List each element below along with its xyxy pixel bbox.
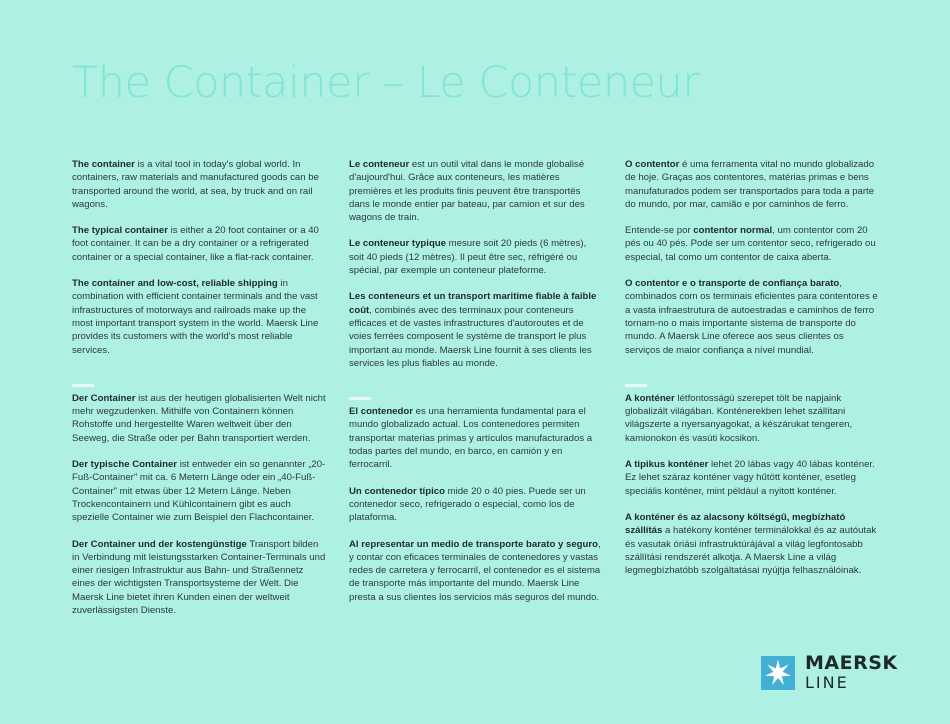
text-section bbox=[72, 392, 326, 617]
paragraph bbox=[349, 158, 603, 224]
paragraph bbox=[72, 458, 326, 524]
paragraph-lead: Der Container bbox=[72, 392, 136, 404]
logo-line-1: MAERSK bbox=[805, 652, 898, 674]
paragraph-lead: Der typische Container bbox=[72, 459, 178, 471]
paragraph-lead: The container bbox=[72, 159, 135, 170]
paragraph bbox=[349, 237, 603, 277]
text-section bbox=[625, 392, 879, 578]
paragraph bbox=[349, 485, 603, 525]
paragraph-lead: Le conteneur typique bbox=[349, 238, 447, 250]
paragraph bbox=[625, 277, 879, 357]
paragraph bbox=[349, 405, 603, 471]
paragraph-text: ist entweder ein so genannter „20-Fuß-Container" mit ca. 6 Metern Länge oder ein „40-Fuß-Container" mit etwas über 12 Metern Länge. Neben Trockencontainern und Kühlcontainern gibt es auch spezielle Container wie zum Beispiel den Flachcontainer. bbox=[72, 459, 326, 524]
paragraph-text: is a vital tool in today's global world. In containers, raw materials and manufactured goods can be transported around the world, at sea, by truck and on rail wagons. bbox=[72, 159, 319, 210]
paragraph-text: lehet 20 lábas vagy 40 lábas konténer. Ez lehet száraz konténer vagy hűtött konténer, esetleg speciális konténer, mint például a nyitott konténer. bbox=[625, 459, 875, 497]
paragraph bbox=[625, 458, 879, 498]
paragraph-lead: Un contenedor típico bbox=[349, 485, 445, 497]
paragraph-lead: The container and low-cost, reliable shipping bbox=[72, 278, 278, 290]
paragraph-lead: A konténer bbox=[625, 392, 675, 404]
paragraph bbox=[72, 158, 326, 211]
column-french-spanish bbox=[349, 158, 603, 618]
paragraph-text: in combination with efficient container terminals and the vast infrastructures of motorways and railroads make up the most important transport system in the world. Maersk Line provides its customers with the world's most reliable services. bbox=[72, 278, 319, 356]
maersk-line-logo bbox=[761, 654, 898, 692]
section-divider bbox=[349, 397, 371, 400]
text-section bbox=[625, 158, 879, 357]
section-divider bbox=[72, 384, 94, 387]
column-english-german bbox=[72, 158, 326, 631]
seven-pointed-star-icon bbox=[761, 656, 795, 690]
text-section bbox=[349, 158, 603, 370]
paragraph-lead: O contentor e o transporte de confiança barato bbox=[625, 278, 840, 290]
text-section bbox=[72, 158, 326, 357]
paragraph-lead: The typical container bbox=[72, 225, 168, 237]
paragraph-lead: O contentor bbox=[625, 159, 680, 170]
paragraph-lead: Al representar un medio de transporte barato y seguro bbox=[349, 538, 598, 550]
paragraph-text: Entende-se por bbox=[625, 225, 694, 237]
paragraph-text: , combinés avec des terminaux pour conteneurs efficaces et de vastes infrastructures d'autoroutes et de voies ferrées composent le système de transport le plus important au monde. Maersk Line fournit à ses clients les services les plus fiables au monde. bbox=[349, 304, 592, 369]
paragraph-text: mesure soit 20 pieds (6 mètres), soit 40 pieds (12 mètres). Il peut être sec, réfrigéré ou spécial, par exemple un conteneur plateforme. bbox=[349, 238, 587, 277]
paragraph bbox=[625, 511, 879, 577]
paragraph bbox=[625, 224, 879, 264]
column-portuguese-hungarian bbox=[625, 158, 879, 591]
paragraph-text: est un outil vital dans le monde globalisé d'aujourd'hui. Grâce aux conteneurs, les matières premières et les produits finis peuvent être transportés dans le monde entier par bateau, par camion et sur des wagons de train. bbox=[349, 159, 585, 224]
paragraph-text: Transport bilden in Verbindung mit leistungsstarken Container-Terminals und einer riesigen Infrastruktur aus Bahn- und Straßennetz eines der wichtigsten Transportsysteme der Welt. Die Maersk Line bietet ihren Kunden einen der weltweit zuverlässigsten Dienste. bbox=[72, 538, 326, 617]
paragraph-text: a hatékony konténer terminálokkal és az autóutak és vasutak óriási infrastruktúrájával a világ legfontosabb szállítási rendszerét alkotja. A Maersk Line a világ legmegbízhatóbb szolgáltatásai nyújtja felhasználóinak. bbox=[625, 525, 877, 577]
paragraph bbox=[72, 224, 326, 264]
text-section bbox=[349, 405, 603, 604]
paragraph-lead: El contenedor bbox=[349, 406, 413, 418]
paragraph bbox=[625, 392, 879, 445]
paragraph-lead: Le conteneur bbox=[349, 159, 410, 170]
section-divider bbox=[625, 384, 647, 387]
paragraph-text: is either a 20 foot container or a 40 foot container. It can be a dry container or a refrigerated container or a special container, like a flat-rack container. bbox=[72, 225, 319, 263]
paragraph-lead: contentor normal bbox=[693, 225, 773, 237]
paragraph bbox=[72, 277, 326, 357]
paragraph-lead: Les conteneurs et un transport maritime fiable à faible coût bbox=[349, 291, 597, 316]
paragraph-text: , um contentor com 20 pés ou 40 pés. Pode ser um contentor seco, refrigerado ou especial, tal como um contentor de caixa aberta. bbox=[625, 225, 876, 263]
paragraph-lead: A tipikus konténer bbox=[625, 459, 709, 471]
paragraph-text: mide 20 o 40 pies. Puede ser un contenedor seco, refrigerado o especial, como los de plataforma. bbox=[349, 485, 586, 524]
page-title: The Container – Le Conteneur bbox=[72, 58, 700, 108]
paragraph-text: é uma ferramenta vital no mundo globalizado de hoje. Graças aos contentores, matérias primas e bens manufaturados podem ser transportados para toda a parte do mundo, por mar, camião e por caminhos de ferro. bbox=[625, 159, 875, 210]
logo-line-2: LINE bbox=[805, 673, 849, 692]
paragraph-text: ist aus der heutigen globalisierten Welt nicht mehr wegzudenken. Mithilfe von Containern können Rohstoffe und hergestellte Waren weltweit über den Seeweg, die Straße oder per Bahn transportiert werden. bbox=[72, 392, 326, 444]
paragraph bbox=[625, 158, 879, 211]
paragraph-lead: A konténer és az alacsony költségű, megbízható szállítás bbox=[625, 511, 846, 537]
paragraph-text: , combinados com os terminais eficientes para contentores e a vasta infraestrutura de autoestradas e caminhos de ferro tornam-no o mais importante sistema de transporte do mundo. A Maersk Line oferece aos seus clientes os serviços de maior confiança a nível mundial. bbox=[625, 278, 878, 356]
paragraph-lead: Der Container und der kostengünstige bbox=[72, 538, 247, 550]
paragraph-text: es una herramienta fundamental para el mundo globalizado actual. Los contenedores permiten transportar materias primas y artículos manufacturados a todas partes del mundo, en barco, en camión y en ferrocarril. bbox=[349, 406, 593, 471]
paragraph bbox=[349, 290, 603, 370]
paragraph bbox=[72, 538, 326, 618]
paragraph bbox=[72, 392, 326, 445]
paragraph-text: , y contar con eficaces terminales de contenedores y vastas redes de carretera y ferrocarril, el contenedor es el sistema de transporte más importante del mundo. Maersk Line presta a sus clientes los servicios más seguros del mundo. bbox=[349, 538, 601, 603]
paragraph bbox=[349, 538, 603, 604]
paragraph-text: létfontosságú szerepet tölt be napjaink globalizált világában. Konténerekben lehet szállítani világszerte a nyersanyagokat, a készárukat tengeren, kamionokon és vasúti kocsikon. bbox=[625, 392, 853, 444]
